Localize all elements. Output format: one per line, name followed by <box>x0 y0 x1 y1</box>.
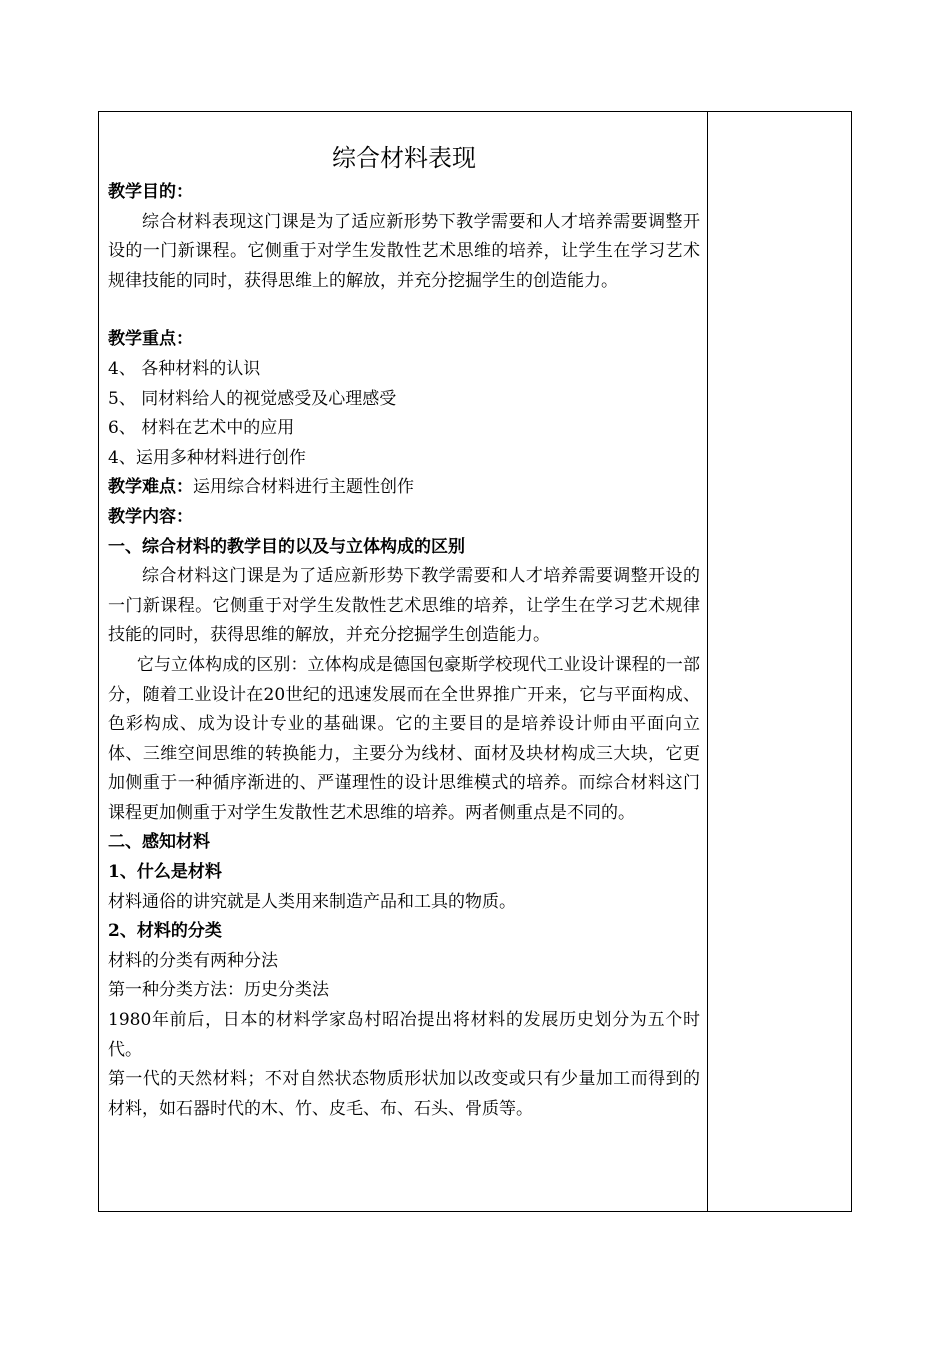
sub2-line2: 第一种分类方法：历史分类法 <box>108 980 329 1001</box>
difficulty-row <box>108 473 700 503</box>
key-point-item: 4、运用多种材料进行创作 <box>108 447 306 468</box>
section1-para2: 它与立体构成的区别：立体构成是德国包豪斯学校现代工业设计课程的一部分，随着工业设计在20世纪的迅速发展而在全世界推广开来，它与平面构成、色彩构成、成为设计专业的基础课。它的主要目的是培养设计师由平面向立体、三维空间思维的转换能力，主要分为线材、面材及块材构成三大块，它更加侧重于一种循序渐进的、严谨理性的设计思维模式的培养。而综合材料这门课程更加侧重于对学生发散性艺术思维的培养。两者侧重点是不同的。 <box>108 654 700 823</box>
sub2-heading: 2、材料的分类 <box>108 921 222 942</box>
spacer <box>108 296 700 325</box>
key-point-item: 5、 同材料给人的视觉感受及心理感受 <box>108 388 397 409</box>
table-column-divider <box>707 111 708 1212</box>
section1-heading: 一、综合材料的教学目的以及与立体构成的区别 <box>108 536 465 557</box>
content-heading: 教学内容： <box>108 506 193 527</box>
difficulty-heading: 教学难点： <box>108 477 193 498</box>
objective-heading: 教学目的： <box>108 182 193 202</box>
objective-text: 综合材料表现这门课是为了适应新形势下教学需要和人才培养需要调整开设的一门新课程。它侧重于对学生发散性艺术思维的培养，让学生在学习艺术规律技能的同时，获得思维上的解放，并充分挖掘学生的创造能力。 <box>108 211 700 291</box>
section2-heading: 二、感知材料 <box>108 832 210 853</box>
sub2-line1: 材料的分类有两种分法 <box>108 950 278 971</box>
sub2-para2: 第一代的天然材料；不对自然状态物质形状加以改变或只有少量加工而得到的材料，如石器时代的木、竹、皮毛、布、石头、骨质等。 <box>108 1069 700 1119</box>
key-point-item: 4、 各种材料的认识 <box>108 358 261 379</box>
section1-para1: 综合材料这门课是为了适应新形势下教学需要和人才培养需要调整开设的一门新课程。它侧重于对学生发散性艺术思维的培养，让学生在学习艺术规律技能的同时，获得思维的解放，并充分挖掘学生创造能力。 <box>108 566 700 646</box>
main-cell <box>108 140 700 1124</box>
difficulty-text: 运用综合材料进行主题性创作 <box>193 477 414 498</box>
page-title: 综合材料表现 <box>332 144 476 172</box>
sub2-para1: 1980年前后，日本的材料学家岛村昭冶提出将材料的发展历史划分为五个时代。 <box>108 1010 700 1060</box>
key-point-item: 6、 材料在艺术中的应用 <box>108 418 295 439</box>
key-points-heading: 教学重点： <box>108 329 193 350</box>
sub1-heading: 1、什么是材料 <box>108 862 222 883</box>
sub1-text: 材料通俗的讲究就是人类用来制造产品和工具的物质。 <box>108 891 516 912</box>
